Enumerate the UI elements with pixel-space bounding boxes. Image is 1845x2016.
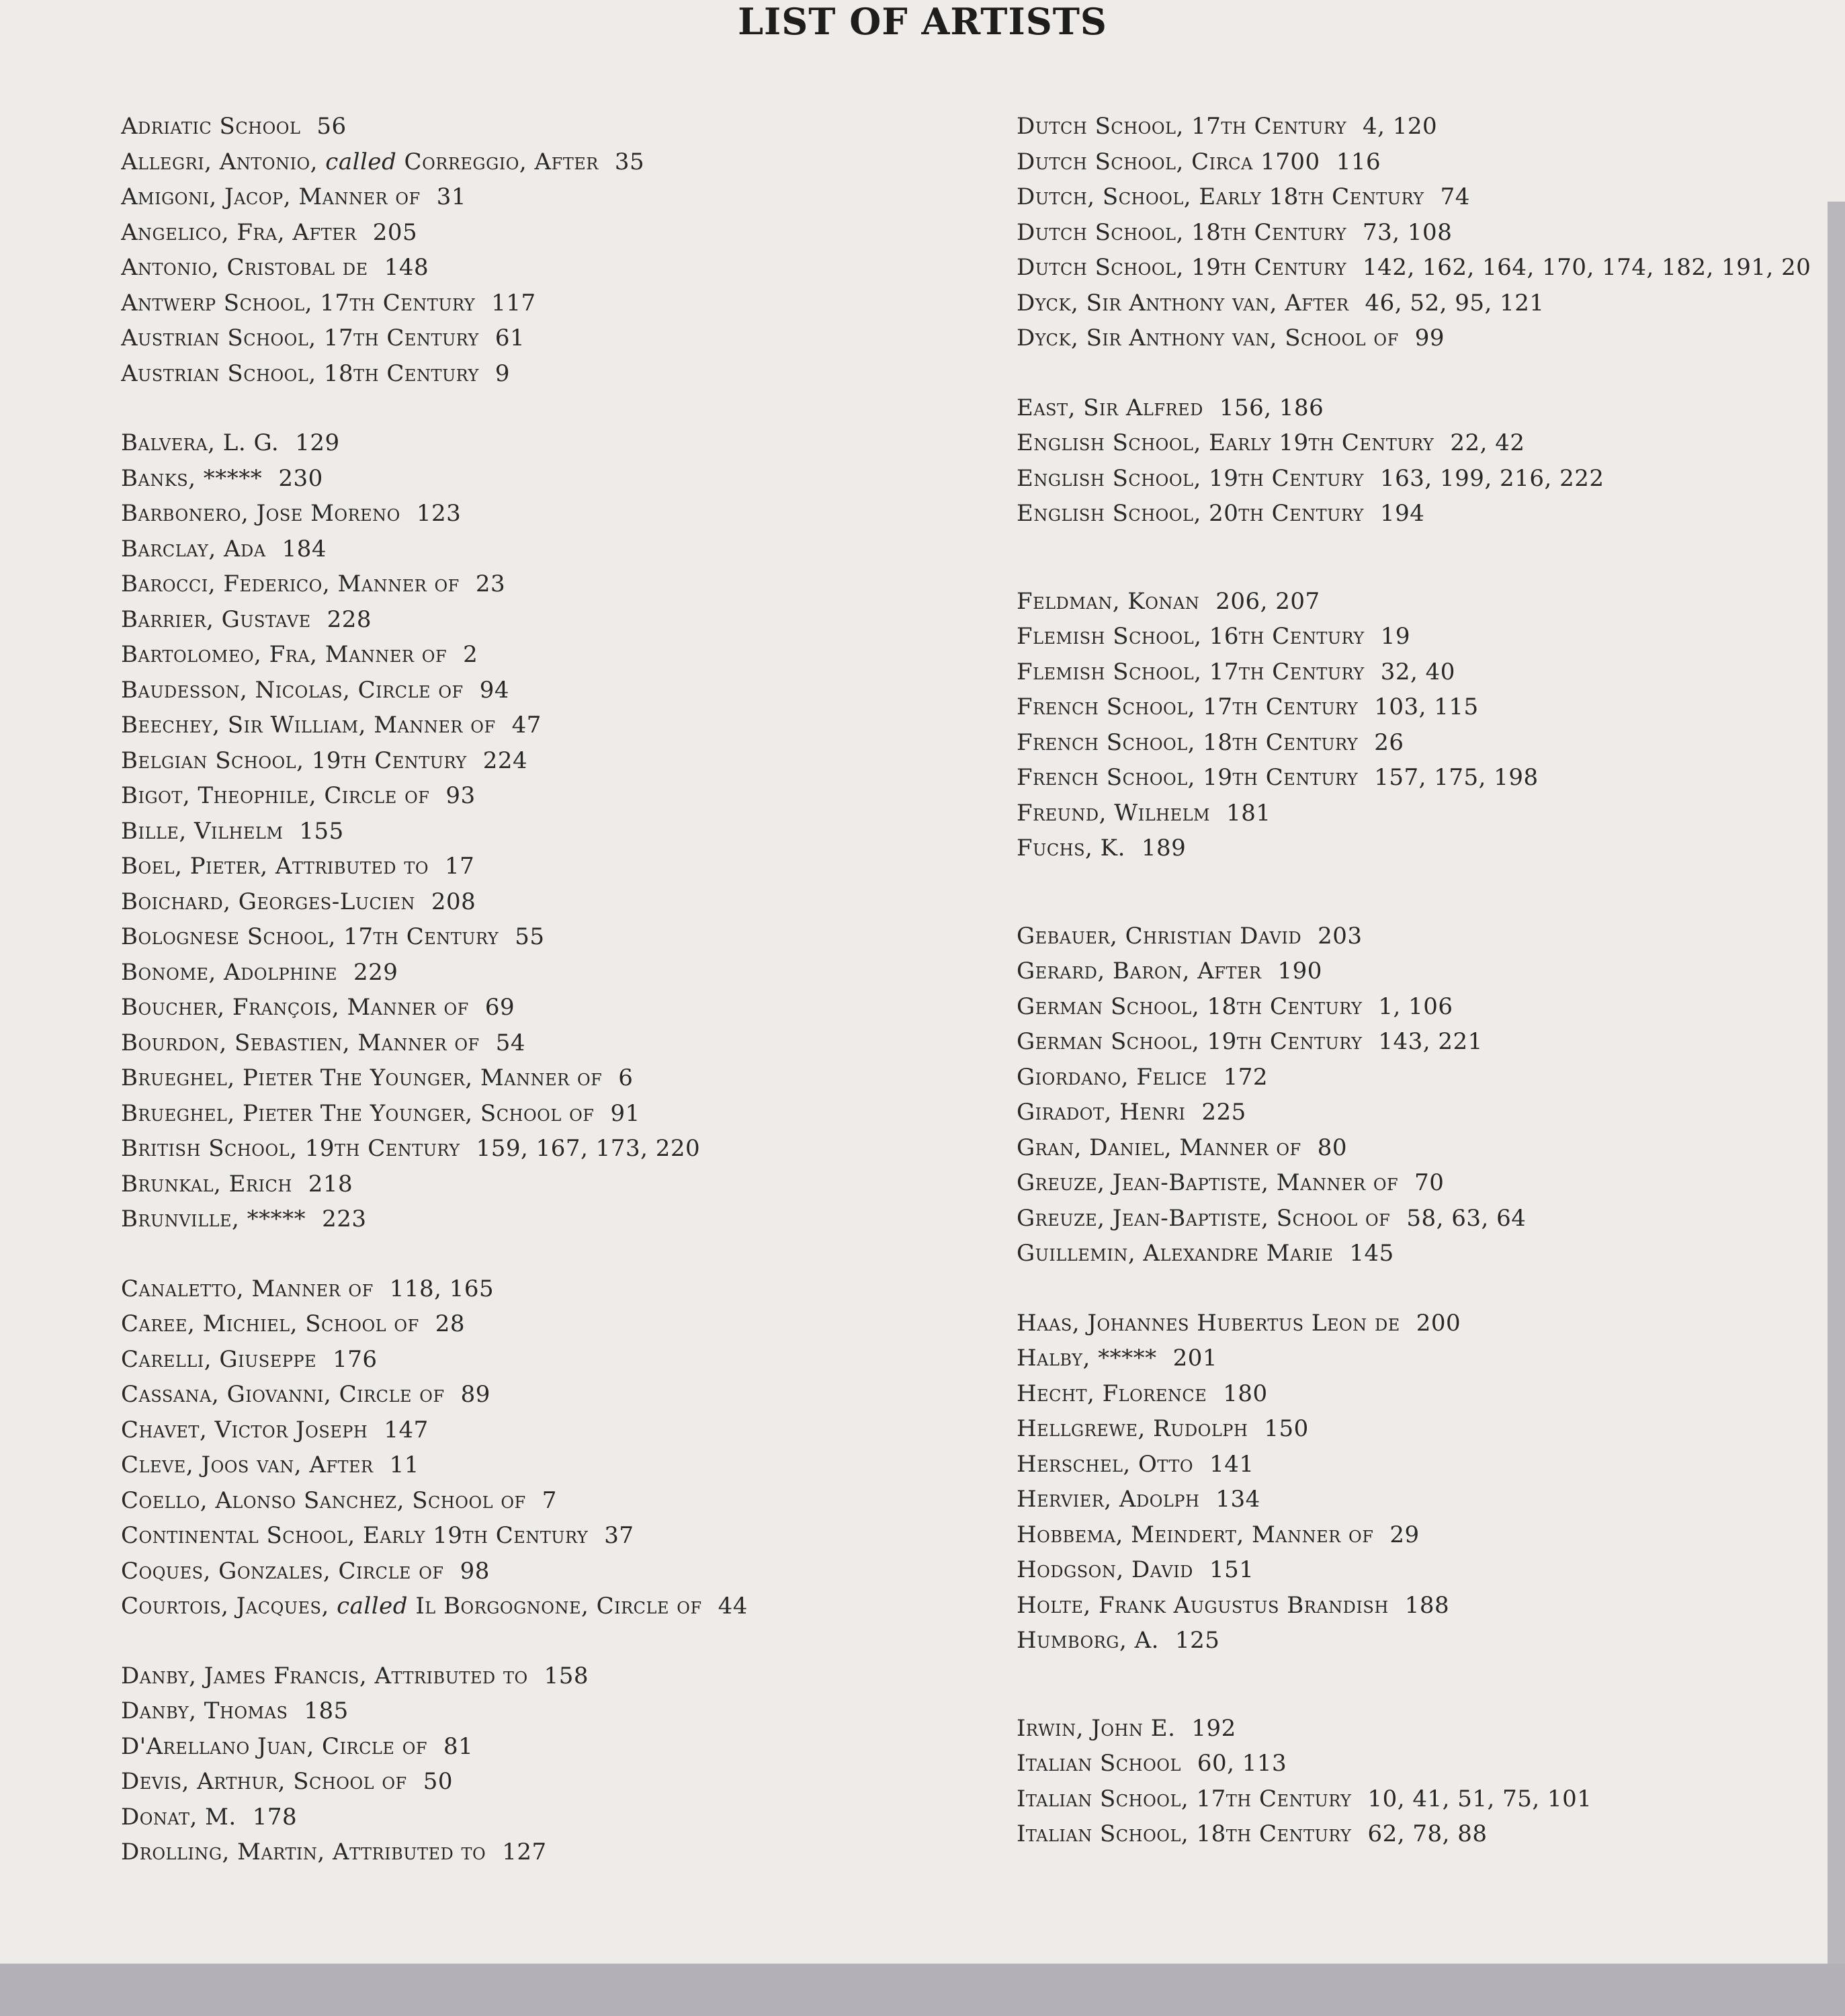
page-numbers: 143, 221 — [1378, 1028, 1483, 1055]
page-numbers: 230 — [278, 464, 323, 492]
artist-entry — [121, 566, 988, 602]
artist-entry — [1017, 1236, 1845, 1271]
page-numbers: 206, 207 — [1215, 587, 1320, 615]
artist-name: Gebauer, Christian David — [1017, 922, 1302, 950]
letter-group — [121, 109, 988, 391]
page-numbers: 10, 41, 51, 75, 101 — [1367, 1785, 1592, 1812]
page-numbers: 181 — [1226, 799, 1271, 827]
artist-name: Holte, Frank Augustus Brandish — [1017, 1591, 1389, 1619]
page-numbers: 54 — [495, 1029, 525, 1056]
artist-entry — [121, 496, 988, 532]
artist-entry — [121, 743, 988, 779]
artist-entry — [121, 1025, 988, 1061]
page-numbers: 99 — [1414, 325, 1445, 351]
page-numbers: 156, 186 — [1219, 394, 1324, 421]
artist-name: Courtois, Jacques, called Il Borgognone, Circle of — [121, 1593, 702, 1620]
artist-name: Danby, James Francis, Attributed to — [121, 1662, 528, 1689]
letter-group — [121, 425, 988, 1237]
artist-entry — [121, 1483, 988, 1519]
artist-name: Baudesson, Nicolas, Circle of — [121, 676, 464, 704]
artist-name: Coques, Gonzales, Circle of — [121, 1557, 444, 1585]
artist-name: Dutch School, 17th Century — [1017, 113, 1347, 140]
artist-name: Carelli, Giuseppe — [121, 1345, 317, 1373]
artist-name: Barbonero, Jose Moreno — [121, 500, 400, 527]
artist-name: English School, Early 19th Century — [1017, 429, 1434, 456]
artist-entry — [121, 849, 988, 884]
page-numbers: 142, 162, 164, 170, 174, 182, 191, 20 — [1363, 254, 1811, 281]
artist-entry — [121, 708, 988, 743]
artist-name: Brueghel, Pieter The Younger, Manner of — [121, 1064, 603, 1091]
artist-entry — [121, 109, 988, 144]
page-numbers: 11 — [389, 1452, 419, 1478]
artist-name: Brunkal, Erich — [121, 1170, 292, 1198]
artist-name: Irwin, John E. — [1017, 1714, 1176, 1742]
artist-entry — [121, 602, 988, 638]
artist-name: Dyck, Sir Anthony van, School of — [1017, 325, 1399, 351]
letter-group — [1017, 390, 1845, 532]
artist-entry — [1017, 1588, 1845, 1624]
scan-edge-bottom — [0, 1964, 1845, 2016]
artist-name: Cassana, Giovanni, Circle of — [121, 1381, 445, 1408]
artist-entry — [121, 532, 988, 567]
artist-entry — [121, 1342, 988, 1378]
page-numbers: 157, 175, 198 — [1374, 764, 1539, 791]
artist-name: Greuze, Jean-Baptiste, School of — [1017, 1204, 1391, 1232]
artist-name: German School, 19th Century — [1017, 1028, 1363, 1055]
artist-entry — [1017, 1816, 1845, 1852]
artist-entry — [121, 179, 988, 215]
page-numbers: 201 — [1172, 1345, 1217, 1372]
page-numbers: 188 — [1404, 1591, 1450, 1619]
page-numbers: 185 — [304, 1697, 349, 1724]
artist-name: Boel, Pieter, Attributed to — [121, 853, 429, 880]
page-numbers: 19 — [1380, 623, 1410, 650]
artist-entry — [121, 1306, 988, 1342]
left-column — [121, 109, 988, 1904]
page-numbers: 141 — [1209, 1450, 1254, 1478]
artist-entry — [1017, 1376, 1845, 1412]
page-numbers: 60, 113 — [1197, 1750, 1287, 1777]
artist-name: Dutch School, 18th Century — [1017, 218, 1347, 246]
artist-name: Cleve, Joos van, After — [121, 1452, 374, 1478]
artist-entry — [1017, 496, 1845, 532]
page-numbers: 127 — [502, 1839, 547, 1865]
artist-name: Greuze, Jean-Baptiste, Manner of — [1017, 1169, 1399, 1196]
artist-name: English School, 19th Century — [1017, 464, 1365, 492]
artist-name: Chavet, Victor Joseph — [121, 1416, 368, 1443]
artist-entry — [1017, 1552, 1845, 1588]
page-numbers: 44 — [718, 1593, 748, 1620]
page-numbers: 1, 106 — [1378, 993, 1453, 1020]
artist-name: Hervier, Adolph — [1017, 1486, 1200, 1513]
artist-entry — [1017, 619, 1845, 655]
artist-name: Brunville, ***** — [121, 1206, 306, 1232]
page-numbers: 178 — [252, 1803, 298, 1831]
page-numbers: 22, 42 — [1450, 429, 1525, 456]
artist-name: Giordano, Felice — [1017, 1063, 1207, 1091]
letter-group — [121, 1271, 988, 1624]
artist-name: Drolling, Martin, Attributed to — [121, 1839, 486, 1865]
artist-name: Boichard, Georges-Lucien — [121, 888, 415, 915]
page-numbers: 228 — [327, 605, 372, 633]
page-numbers: 125 — [1174, 1627, 1220, 1654]
artist-entry — [121, 1096, 988, 1132]
artist-entry — [121, 778, 988, 814]
artist-name: Italian School, 17th Century — [1017, 1785, 1352, 1812]
artist-entry — [1017, 1024, 1845, 1060]
page-numbers: 35 — [614, 148, 645, 175]
page-numbers: 123 — [416, 500, 462, 527]
artist-name: Donat, M. — [121, 1803, 237, 1831]
page-numbers: 203 — [1318, 922, 1363, 950]
page-numbers: 28 — [435, 1310, 465, 1337]
artist-name: Bigot, Theophile, Circle of — [121, 782, 430, 809]
page-numbers: 158 — [544, 1662, 589, 1689]
artist-name: French School, 17th Century — [1017, 694, 1359, 720]
artist-entry — [1017, 689, 1845, 725]
artist-entry — [1017, 109, 1845, 144]
page-numbers: 176 — [333, 1345, 378, 1373]
artist-name: British School, 19th Century — [121, 1135, 460, 1162]
artist-name: Allegri, Antonio, called Correggio, After — [121, 148, 599, 175]
artist-name: English School, 20th Century — [1017, 500, 1365, 527]
artist-name: Freund, Wilhelm — [1017, 799, 1211, 827]
artist-name: Feldman, Konan — [1017, 587, 1200, 615]
artist-entry — [1017, 796, 1845, 831]
artist-name: Gran, Daniel, Manner of — [1017, 1134, 1301, 1161]
artist-name: D'Arellano Juan, Circle of — [121, 1732, 428, 1760]
artist-entry — [1017, 1060, 1845, 1095]
page-numbers: 159, 167, 173, 220 — [476, 1135, 701, 1162]
artist-name: French School, 18th Century — [1017, 728, 1359, 756]
artist-entry — [121, 144, 988, 180]
artist-name: Hecht, Florence — [1017, 1380, 1207, 1407]
artist-name: Dyck, Sir Anthony van, After — [1017, 289, 1349, 317]
page-numbers: 17 — [445, 853, 475, 880]
page-title: LIST OF ARTISTS — [738, 0, 1107, 43]
letter-group — [1017, 919, 1845, 1271]
artist-name: Angelico, Fra, After — [121, 218, 357, 246]
artist-entry — [1017, 954, 1845, 989]
artist-entry — [1017, 179, 1845, 215]
artist-name: Austrian School, 18th Century — [121, 360, 479, 387]
page-numbers: 32, 40 — [1380, 658, 1455, 685]
artist-entry — [1017, 1411, 1845, 1447]
artist-name: Hobbema, Meindert, Manner of — [1017, 1521, 1374, 1548]
artist-name: Antwerp School, 17th Century — [121, 289, 476, 317]
page-numbers: 7 — [542, 1486, 557, 1514]
artist-entry — [121, 1518, 988, 1554]
right-column — [1017, 109, 1845, 1886]
artist-name: Haas, Johannes Hubertus Leon de — [1017, 1309, 1400, 1337]
artist-entry — [121, 919, 988, 955]
artist-entry — [1017, 144, 1845, 180]
page-numbers: 80 — [1317, 1134, 1347, 1161]
artist-name: East, Sir Alfred — [1017, 394, 1203, 421]
artist-name: Balvera, L. G. — [121, 429, 280, 456]
artist-name: Bartolomeo, Fra, Manner of — [121, 641, 447, 668]
page-numbers: 93 — [445, 782, 476, 809]
artist-entry — [1017, 1746, 1845, 1781]
artist-name: Beechey, Sir William, Manner of — [121, 712, 496, 739]
page-numbers: 55 — [515, 923, 545, 950]
page-numbers: 223 — [322, 1206, 367, 1232]
artist-entry — [121, 215, 988, 251]
page-numbers: 189 — [1141, 835, 1187, 862]
page-numbers: 147 — [384, 1416, 429, 1443]
artist-name: Guillemin, Alexandre Marie — [1017, 1240, 1334, 1267]
artist-name: Adriatic School — [121, 113, 301, 140]
artist-name: Bolognese School, 17th Century — [121, 923, 499, 950]
artist-entry — [1017, 250, 1845, 286]
artist-name: Dutch, School, Early 18th Century — [1017, 183, 1424, 210]
artist-entry — [1017, 1517, 1845, 1553]
page-numbers: 23 — [475, 571, 506, 597]
artist-name: Giradot, Henri — [1017, 1099, 1186, 1126]
page-numbers: 129 — [295, 429, 340, 456]
artist-entry — [1017, 919, 1845, 954]
artist-entry — [1017, 655, 1845, 690]
artist-entry — [121, 1589, 988, 1624]
artist-entry — [121, 955, 988, 991]
page-numbers: 58, 63, 64 — [1406, 1204, 1527, 1232]
artist-entry — [1017, 286, 1845, 321]
page-numbers: 163, 199, 216, 222 — [1380, 464, 1604, 492]
page-numbers: 117 — [491, 289, 536, 317]
artist-entry — [121, 250, 988, 286]
page-numbers: 218 — [308, 1170, 353, 1198]
artist-entry — [121, 884, 988, 920]
page-numbers: 224 — [482, 747, 528, 774]
page-numbers: 229 — [353, 958, 398, 986]
page-numbers: 31 — [436, 183, 466, 210]
page-numbers: 208 — [431, 888, 476, 915]
artist-name: Herschel, Otto — [1017, 1450, 1194, 1478]
page-numbers: 94 — [479, 676, 509, 704]
artist-entry — [121, 356, 988, 392]
artist-entry — [121, 637, 988, 673]
letter-group — [1017, 1711, 1845, 1852]
letter-group — [1017, 584, 1845, 866]
page-numbers: 50 — [423, 1768, 453, 1795]
page-numbers: 225 — [1201, 1099, 1246, 1126]
artist-entry — [121, 1800, 988, 1835]
artist-name: German School, 18th Century — [1017, 993, 1363, 1020]
artist-entry — [1017, 725, 1845, 761]
artist-name: Austrian School, 17th Century — [121, 325, 479, 351]
page-numbers: 190 — [1277, 958, 1322, 984]
page-numbers: 29 — [1389, 1521, 1420, 1548]
page-numbers: 81 — [443, 1732, 474, 1760]
artist-entry — [1017, 1306, 1845, 1341]
page-numbers: 192 — [1191, 1714, 1236, 1742]
page-numbers: 118, 165 — [389, 1275, 495, 1302]
page-numbers: 37 — [604, 1522, 634, 1549]
artist-entry — [1017, 1482, 1845, 1517]
page-numbers: 62, 78, 88 — [1367, 1820, 1488, 1847]
artist-name: Amigoni, Jacop, Manner of — [121, 183, 421, 210]
page-numbers: 172 — [1223, 1063, 1269, 1091]
artist-entry — [1017, 1130, 1845, 1166]
artist-entry — [121, 425, 988, 461]
artist-name: Bourdon, Sebastien, Manner of — [121, 1029, 480, 1056]
artist-name: Italian School, 18th Century — [1017, 1820, 1352, 1847]
artist-name: Antonio, Cristobal de — [121, 254, 368, 281]
artist-entry — [1017, 1447, 1845, 1482]
artist-name: Canaletto, Manner of — [121, 1275, 374, 1302]
artist-name: Humborg, A. — [1017, 1627, 1159, 1654]
artist-name: Halby, ***** — [1017, 1345, 1157, 1372]
artist-name: Hellgrewe, Rudolph — [1017, 1415, 1248, 1442]
page-numbers: 2 — [463, 641, 478, 668]
page-numbers: 200 — [1416, 1309, 1461, 1337]
page-numbers: 9 — [495, 360, 511, 387]
artist-name: Dutch School, 19th Century — [1017, 254, 1347, 281]
page-numbers: 155 — [299, 817, 344, 845]
page-numbers: 73, 108 — [1363, 218, 1453, 246]
artist-entry — [121, 1377, 988, 1413]
artist-entry — [1017, 1165, 1845, 1201]
page-numbers: 69 — [484, 994, 515, 1021]
artist-entry — [1017, 425, 1845, 461]
artist-entry — [1017, 1781, 1845, 1817]
letter-group — [1017, 1306, 1845, 1658]
page-numbers: 98 — [460, 1557, 490, 1585]
artist-name: Barocci, Federico, Manner of — [121, 571, 460, 597]
page-numbers: 89 — [460, 1381, 490, 1408]
artist-name: Belgian School, 19th Century — [121, 747, 467, 774]
page-numbers: 184 — [282, 535, 327, 562]
artist-name: Barrier, Gustave — [121, 605, 311, 633]
page-numbers: 61 — [495, 325, 525, 351]
artist-entry — [1017, 215, 1845, 251]
artist-entry — [1017, 1341, 1845, 1376]
artist-entry — [121, 814, 988, 849]
artist-name: Danby, Thomas — [121, 1697, 288, 1724]
artist-entry — [1017, 461, 1845, 497]
page-numbers: 70 — [1414, 1169, 1445, 1196]
artist-name: Fuchs, K. — [1017, 835, 1125, 862]
artist-entry — [1017, 390, 1845, 426]
artist-entry — [121, 1413, 988, 1448]
page-numbers: 47 — [511, 712, 542, 739]
artist-entry — [1017, 989, 1845, 1025]
artist-name: Caree, Michiel, School of — [121, 1310, 419, 1337]
letter-group — [121, 1658, 988, 1870]
artist-name: Boucher, François, Manner of — [121, 994, 469, 1021]
page-numbers: 194 — [1380, 500, 1425, 527]
scan-edge-right — [1828, 202, 1845, 1964]
artist-name: Gerard, Baron, After — [1017, 958, 1262, 984]
page-numbers: 148 — [384, 254, 429, 281]
artist-entry — [121, 1693, 988, 1729]
artist-entry — [1017, 584, 1845, 620]
artist-entry — [121, 1202, 988, 1237]
page-numbers: 150 — [1264, 1415, 1309, 1442]
page-numbers: 103, 115 — [1374, 694, 1479, 720]
artist-name: Devis, Arthur, School of — [121, 1768, 407, 1795]
artist-entry — [121, 461, 988, 497]
artist-entry — [121, 1764, 988, 1800]
page-numbers: 91 — [610, 1099, 640, 1127]
page-numbers: 26 — [1374, 728, 1404, 756]
page-numbers: 180 — [1223, 1380, 1268, 1407]
artist-entry — [121, 321, 988, 356]
artist-entry — [121, 990, 988, 1025]
artist-entry — [121, 1447, 988, 1483]
artist-entry — [121, 1729, 988, 1765]
artist-name: Brueghel, Pieter The Younger, School of — [121, 1099, 595, 1127]
page-numbers: 205 — [372, 218, 418, 246]
artist-name: Continental School, Early 19th Century — [121, 1522, 589, 1549]
artist-entry — [121, 1271, 988, 1307]
artist-name: Flemish School, 17th Century — [1017, 658, 1365, 685]
page-numbers: 6 — [618, 1064, 634, 1091]
page-numbers: 4, 120 — [1363, 113, 1438, 140]
artist-entry — [121, 1131, 988, 1167]
letter-group — [1017, 109, 1845, 356]
artist-name: Barclay, Ada — [121, 535, 266, 562]
artist-entry — [1017, 1201, 1845, 1236]
page-numbers: 134 — [1215, 1486, 1260, 1513]
artist-name: Coello, Alonso Sanchez, School of — [121, 1486, 526, 1514]
artist-name: Flemish School, 16th Century — [1017, 623, 1365, 650]
artist-entry — [121, 286, 988, 321]
page-numbers: 46, 52, 95, 121 — [1365, 289, 1545, 317]
page-numbers: 74 — [1440, 183, 1470, 210]
artist-entry — [121, 1658, 988, 1694]
artist-entry — [121, 1060, 988, 1096]
page-numbers: 116 — [1336, 148, 1381, 175]
artist-name: French School, 19th Century — [1017, 764, 1359, 791]
artist-entry — [121, 1835, 988, 1870]
artist-entry — [121, 673, 988, 708]
artist-entry — [1017, 1095, 1845, 1130]
artist-entry — [1017, 321, 1845, 356]
page-numbers: 56 — [316, 113, 347, 140]
artist-name: Italian School — [1017, 1750, 1181, 1777]
artist-entry — [1017, 1623, 1845, 1658]
artist-name: Dutch School, Circa 1700 — [1017, 148, 1320, 175]
artist-entry — [1017, 1711, 1845, 1747]
artist-entry — [1017, 760, 1845, 796]
artist-entry — [121, 1554, 988, 1589]
artist-name: Bonome, Adolphine — [121, 958, 338, 986]
artist-name: Banks, ***** — [121, 464, 263, 492]
artist-entry — [1017, 831, 1845, 866]
artist-name: Bille, Vilhelm — [121, 817, 284, 845]
page-numbers: 151 — [1209, 1556, 1254, 1583]
artist-entry — [121, 1167, 988, 1202]
page-numbers: 145 — [1349, 1240, 1394, 1267]
artist-name: Hodgson, David — [1017, 1556, 1193, 1583]
